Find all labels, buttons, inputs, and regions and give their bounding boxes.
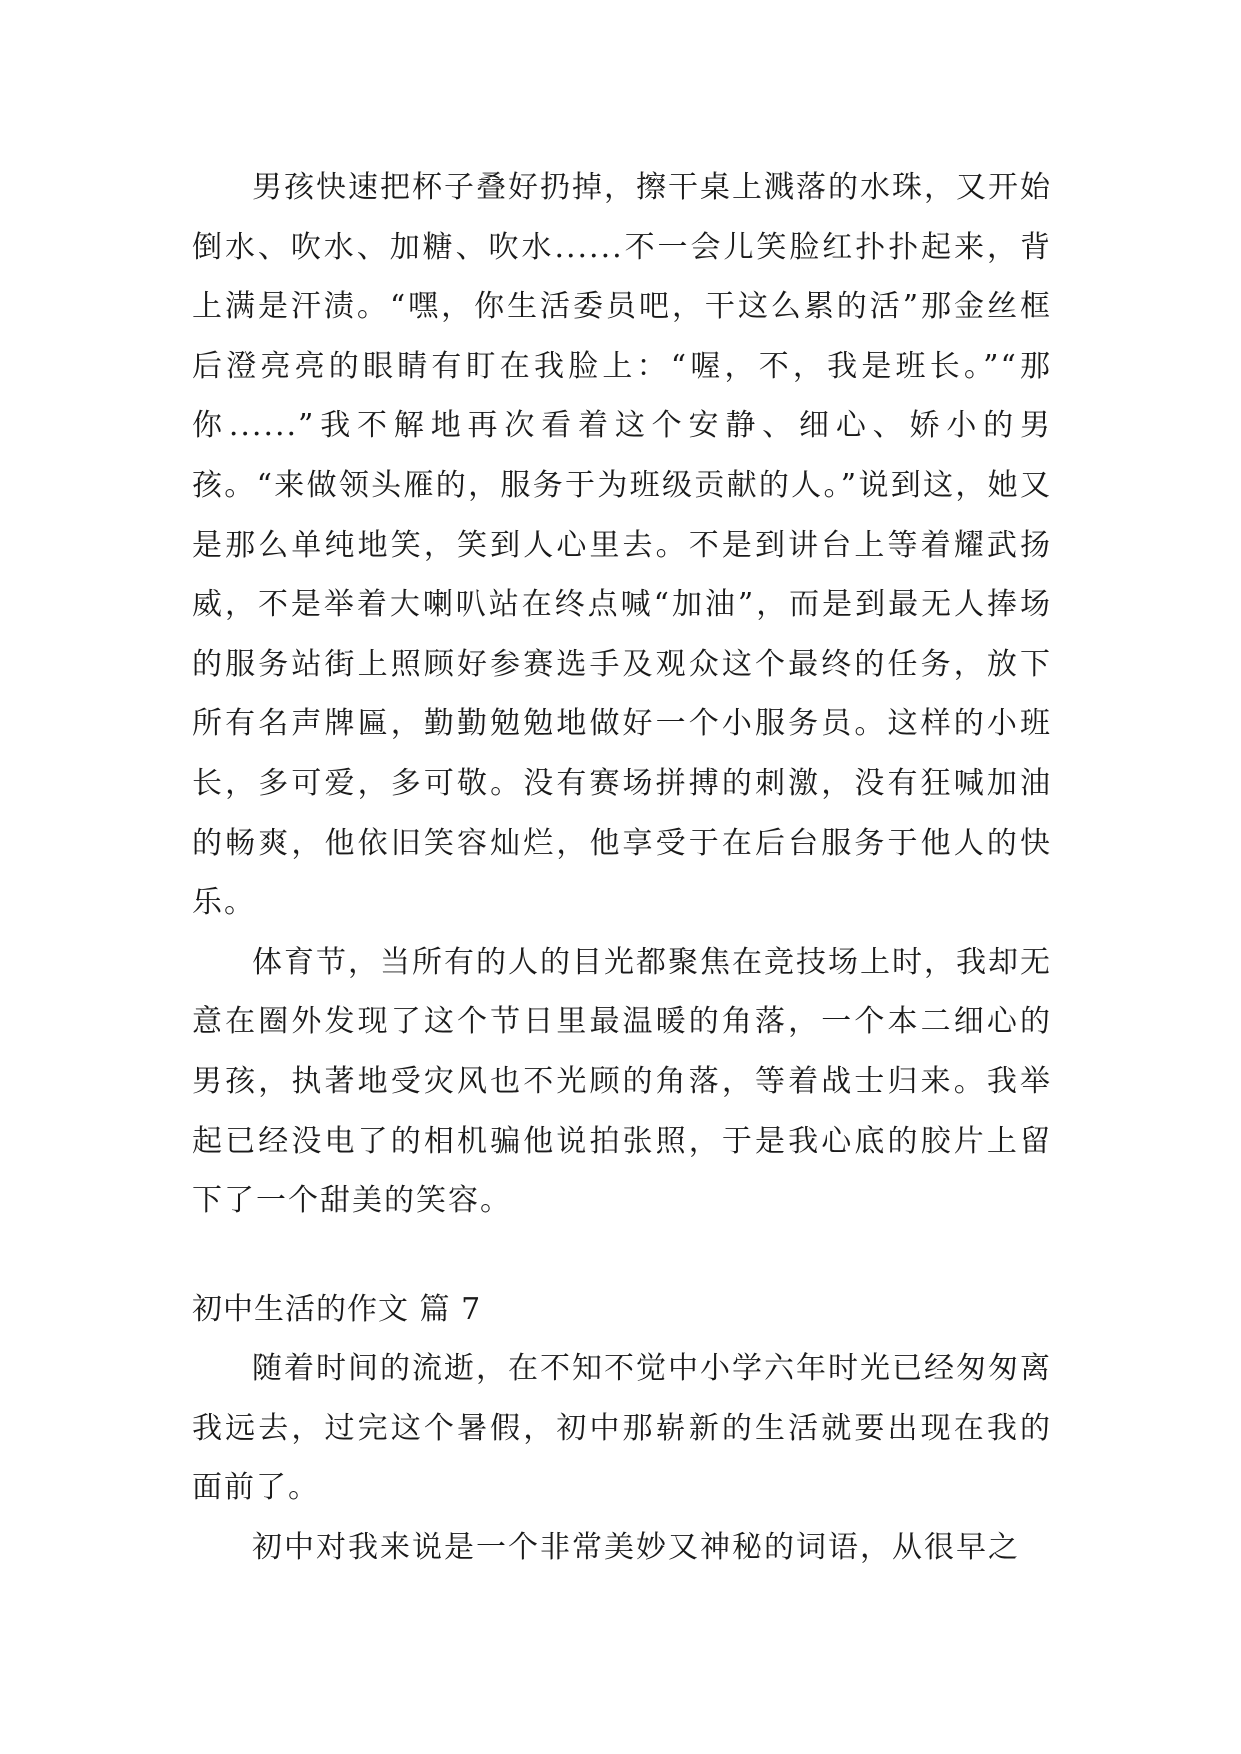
document-body xyxy=(192,158,1052,1578)
paragraph-junior-high: 初中对我来说是一个非常美妙又神秘的词语，从很早之 xyxy=(252,1530,1020,1566)
paragraph-volunteer-boy: 男孩快速把杯子叠好扔掉，擦干桌上溅落的水珠，又开始倒水、吹水、加糖、吹水......不一会儿笑脸红扑扑起来，背上满是汗渍。“嘿，你生活委员吧，干这么累的活”那金丝框后澄亮亮的眼睛有盯在我脸上：“喔，不，我是班长。”“那你......”我不解地再次看着这个安静、细心、娇小的男孩。“来做领头雁的，服务于为班级贡献的人。”说到这，她又是那么单纯地笑，笑到人心里去。不是到讲台上等着耀武扬威，不是举着大喇叭站在终点喊“加油”，而是到最无人捧场的服务站街上照顾好参赛选手及观众这个最终的任务，放下所有名声牌匾，勤勤勉勉地做好一个小服务员。这样的小班长，多可爱，多可敬。没有赛场拼搏的刺激，没有狂喊加油的畅爽，他依旧笑容灿烂，他享受于在后台服务于他人的快乐。 xyxy=(192,170,1052,921)
section-heading: 初中生活的作文 篇 7 xyxy=(192,1291,482,1327)
paragraph-sports-day: 体育节，当所有的人的目光都聚焦在竞技场上时，我却无意在圈外发现了这个节日里最温暖的角落，一个本二细心的男孩，执著地受灾风也不光顾的角落，等着战士归来。我举起已经没电了的相机骗他说拍张照，于是我心底的胶片上留下了一个甜美的笑容。 xyxy=(192,944,1052,1219)
paragraph-time-passing: 随着时间的流逝，在不知不觉中小学六年时光已经匆匆离我远去，过完这个暑假，初中那崭新的生活就要出现在我的面前了。 xyxy=(192,1351,1052,1506)
